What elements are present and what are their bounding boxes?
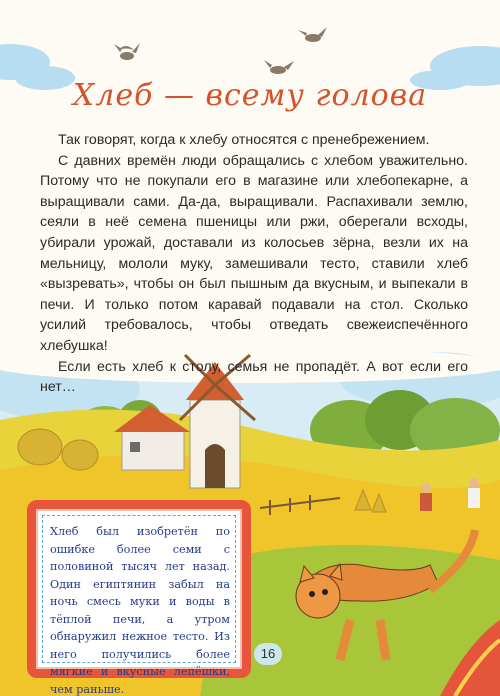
bird-icon xyxy=(114,43,140,60)
main-text xyxy=(40,130,468,398)
fact-box-text xyxy=(50,523,230,696)
bird-icon xyxy=(264,60,294,74)
bird-icon xyxy=(298,27,327,42)
paragraph: Если есть хлеб к столу, семья не пропадёт. А вот если его нет… xyxy=(40,358,468,396)
paragraph: Так говорят, когда к хлебу относятся с пренебрежением. xyxy=(58,132,430,148)
page-number: 16 xyxy=(254,643,282,665)
fact-box xyxy=(27,500,251,696)
paragraph: С давних времён люди обращались с хлебом уважительно. Потому что не покупали его в магазине или хлебопекарне, а выращивали сами. Да-да, выращивали. Распахивали землю, сеяли в неё семена пшеницы или ржи, оберегали всходы, убирали урожай, доставали из колосьев зёрна, везли их на мельницу, мололи муку, замешивали тесто, ставили хлеб «вызревать», чтобы он был пышным да вкусным, и выпекали в печи. И только потом каравай подавали на стол. Сколько усилий требовалось, чтобы отведать свежеиспечённого хлебушка! xyxy=(40,152,468,354)
page-title: Хлеб — всему голова xyxy=(72,78,428,113)
fact-text: Хлеб был изобретён по ошибке более семи с половиной тысяч лет назад. Один египтянин забыл на ночь смесь муки и воды в тёплой печи, а утром обнаружил нежное тесто. Из него получились более мягкие и вкусные лепёшки, чем раньше. xyxy=(50,525,230,696)
